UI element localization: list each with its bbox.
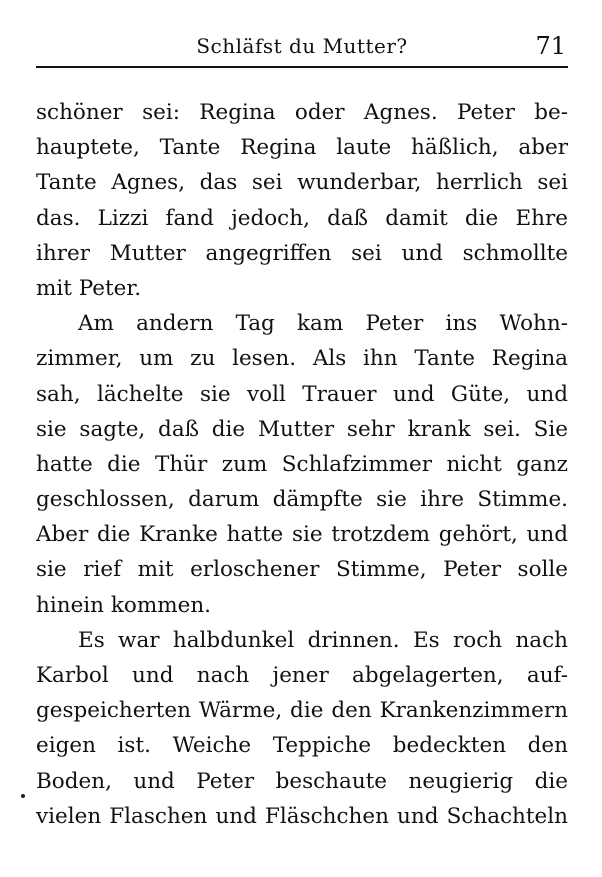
text-line: hinein kommen.	[36, 592, 212, 618]
text-line: hatte die Thür zum Schlafzimmer nicht ganz	[36, 451, 568, 477]
text-line: sah, lächelte sie voll Trauer und Güte, und	[36, 381, 568, 407]
text-line: ihrer Mutter angegriffen sei und schmollte	[36, 240, 568, 266]
text-line: Am andern Tag kam Peter ins Wohn-	[78, 311, 568, 337]
text-line: hauptete, Tante Regina laute häßlich, aber	[36, 135, 568, 161]
body-text	[36, 95, 568, 834]
text-line: Karbol und nach jener abgelagerten, auf-	[36, 663, 568, 688]
text-line: gespeicherten Wärme, die den Krankenzimmern	[36, 698, 568, 724]
text-line: sie rief mit erloschener Stimme, Peter solle	[36, 557, 568, 583]
text-line: zimmer, um zu lesen. Als ihn Tante Regina	[36, 346, 568, 372]
text-line: sie sagte, daß die Mutter sehr krank sei. Sie	[36, 416, 568, 442]
print-speck	[21, 794, 25, 798]
running-title: Schläfst du Mutter?	[196, 34, 408, 58]
text-line: Tante Agnes, das sei wunderbar, herrlich sei	[36, 170, 568, 196]
running-head	[36, 30, 568, 68]
text-line: das. Lizzi fand jedoch, daß damit die Ehre	[36, 205, 568, 231]
text-line: eigen ist. Weiche Teppiche bedeckten den	[36, 733, 568, 759]
text-line: schöner sei: Regina oder Agnes. Peter be-	[36, 100, 568, 125]
text-line: Es war halbdunkel drinnen. Es roch nach	[78, 627, 568, 653]
text-line: Aber die Kranke hatte sie trotzdem gehört, und	[36, 522, 568, 548]
text-line: mit Peter.	[36, 275, 142, 301]
page-number: 71	[535, 32, 566, 60]
text-line: geschlossen, darum dämpfte sie ihre Stimme.	[36, 487, 568, 513]
text-line: vielen Flaschen und Fläschchen und Schachteln	[36, 803, 568, 829]
text-line: Boden, und Peter beschaute neugierig die	[36, 768, 568, 794]
